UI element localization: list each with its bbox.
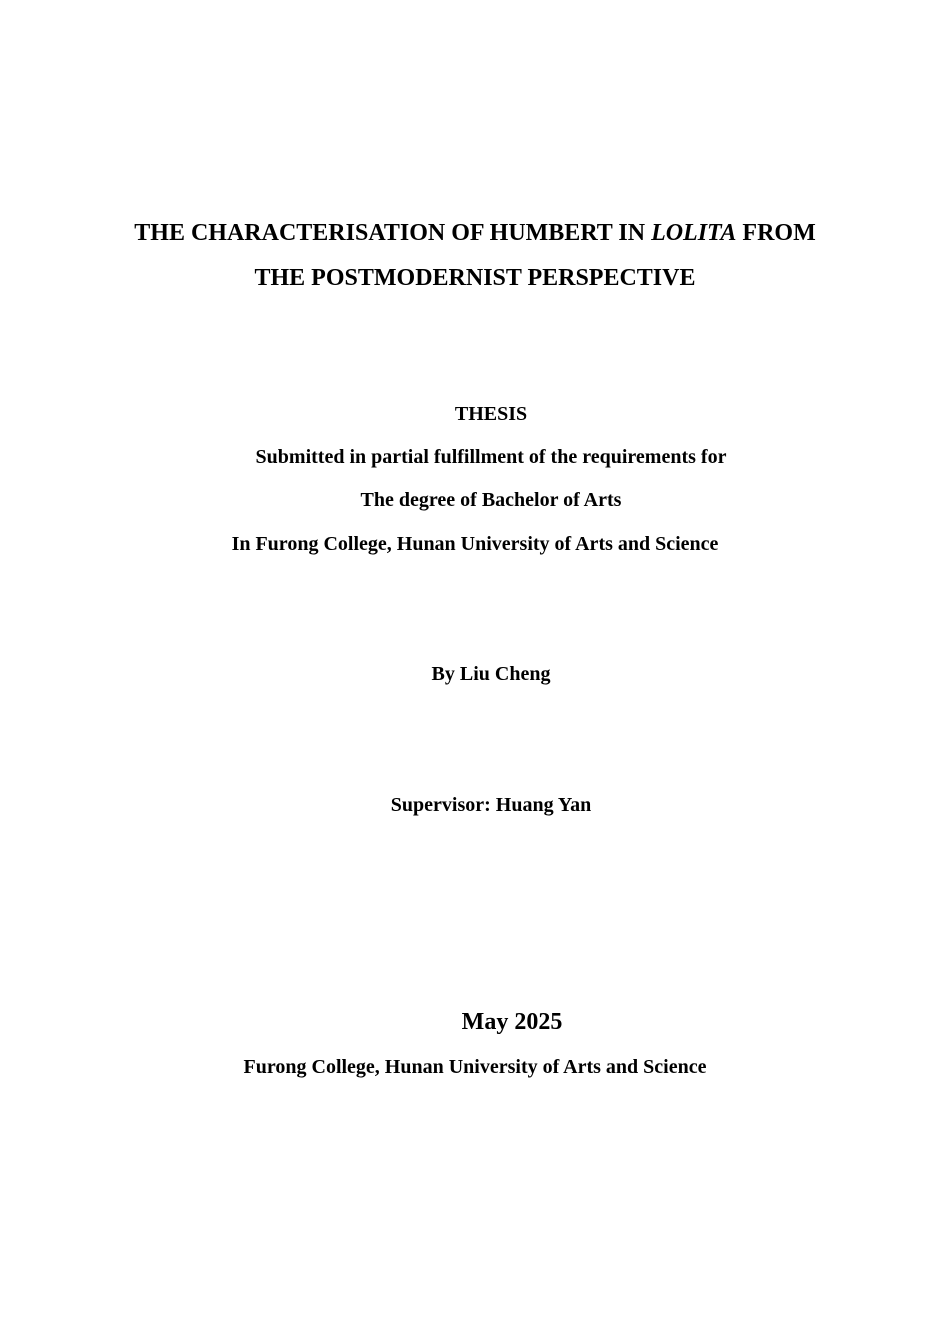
degree-line: The degree of Bachelor of Arts bbox=[360, 489, 622, 511]
supervisor-line: Supervisor: Huang Yan bbox=[390, 794, 592, 816]
author-byline: By Liu Cheng bbox=[431, 663, 551, 685]
title-text-before: THE CHARACTERISATION OF HUMBERT IN bbox=[134, 220, 652, 246]
college-line: In Furong College, Hunan University of Arts and Science bbox=[231, 533, 719, 555]
thesis-label: THESIS bbox=[454, 403, 528, 425]
institution-name: Furong College, Hunan University of Arts and Science bbox=[243, 1056, 707, 1078]
submission-purpose: Submitted in partial fulfillment of the requirements for bbox=[255, 446, 727, 468]
submission-date: May 2025 bbox=[461, 1009, 563, 1035]
title-text-after: FROM bbox=[736, 220, 816, 246]
thesis-title-line-1 bbox=[0, 221, 950, 245]
thesis-title-line-2: THE POSTMODERNIST PERSPECTIVE bbox=[254, 265, 696, 291]
title-italic-work: LOLITA bbox=[651, 220, 737, 246]
